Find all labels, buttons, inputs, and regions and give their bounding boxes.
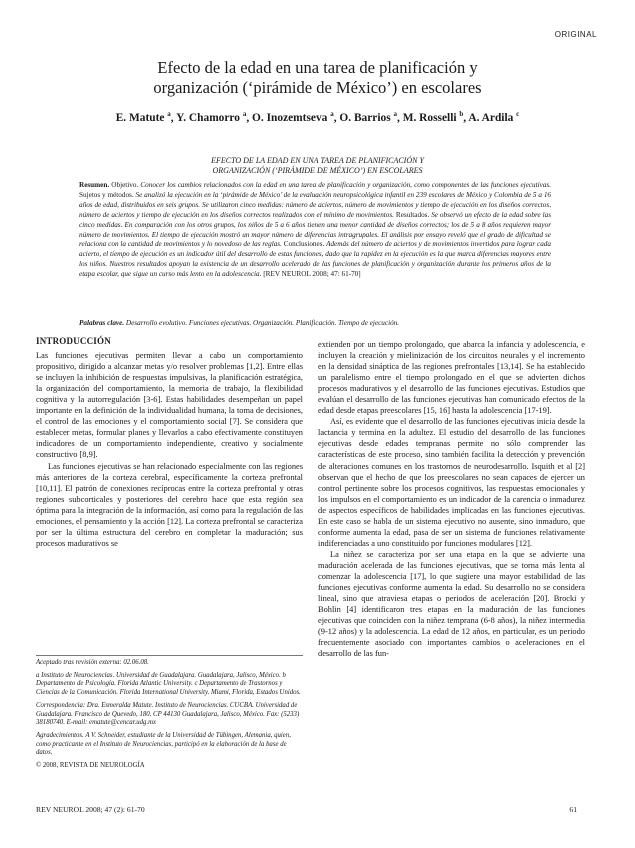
section-tag: ORIGINAL [554,30,597,39]
abstract-label: Resumen. [79,181,110,189]
footnotes [36,659,303,775]
footnote-divider [36,655,303,656]
acknowledgements: Agradecimientos. A V. Schneider, estudiante de la Universidad de Tübingen, Alemania, quien, como practicante en el Instituto de Neurociencias, participó en la elaboración de la base de datos. [36,731,291,757]
author: O. Barrios $^a$, [339,110,403,124]
author: O. Inozemtseva $^a$, [252,110,340,124]
author: M. Rosselli $^b$, [402,110,469,124]
paragraph: extienden por un tiempo prolongado, que abarca la infancia y adolescencia, e incluyen la creación y mielinización de los circuitos neurales y el incremento en la densidad sináptica de las regiones prefrontales [13,14]. Se ha establecido un paralelismo entre el tiempo prolongado en el que se advierten dichos procesos madurativos y el desarrollo de las funciones ejecutivas. Estudios que evalúan el desarrollo de las funciones ejecutivas han comunicado efectos de la edad desde etapas preescolares [15, 16] hasta la adolescencia [17-19]. [318,340,585,416]
correspondence: Correspondencia: Dra. Esmeralda Matute. Instituto de Neurociencias. CUCBA. Universidad de Guadalajara. Francisco de Quevedo, 180. CP 44130 Guadalajara, Jalisco, México. Fax: (5233) 38180740. E-mail: ematute@cencar.udg.mx [36,701,300,727]
section-heading: INTRODUCCIÓN [36,336,111,346]
journal-footer: REV NEUROL 2008; 47 (2): 61-70 [36,805,145,814]
author: A. Ardila $^c$ [468,110,520,124]
accepted-note: Aceptado tras revisión externa: 02.06.08. [36,659,149,666]
paragraph: Las funciones ejecutivas permiten llevar a cabo un comportamiento propositivo, dirigido a alcanzar metas y/o resolver problemas [1,2]. Entre ellas se incluyen la inhibición de respuestas impulsivas, la planificación estratégica, la organización del comportamiento, la memoria de trabajo, la flexibilidad cognitiva y la autorregulación [3-6]. Estas habilidades desempeñan un papel importante en la definición de la individualidad humana, la toma de decisiones, el control de las emociones y el comportamiento social [7]. Se considera que establecer metas, formular planes y llevarlos a cabo efectivamente constituyen indicadores de un comportamiento independiente, creativo y socialmente constructivo [8,9]. [36,351,303,460]
paragraph: Las funciones ejecutivas se han relacionado especialmente con las regiones más anteriores de la corteza cerebral, específicamente la corteza prefrontal [10,11]. El patrón de conexiones recíprocas entre la corteza prefrontal y otras regiones subcorticales y posteriores del cerebro hace que esta región sea óptima para la integración de la información, así como para la regulación de las emociones, el pensamiento y la acción [12]. La corteza prefrontal se caracteriza por ser la última estructura del cerebro en completar la maduración; sus procesos madurativos se [36,461,303,548]
paragraph: La niñez se caracteriza por ser una etapa en la que se advierte una maduración acelerada de las funciones ejecutivas, que se torna más lenta al comenzar la adolescencia [17], lo que sugiere una mayor estabilidad de las funciones ejecutivas conforme aumenta la edad. Su desarrollo no se considera lineal, sino que atraviesa etapas o periodos de aceleración [20]. Brocki y Bohlin [4] identificaron tres etapas en la maduración de las funciones ejecutivas que coinciden con la niñez temprana (6-8 años), la niñez intermedia (9-12 años) y la adolescencia. La edad de 12 años, en particular, es un periodo frecuentemente asociado con importantes cambios o aceleraciones en el desarrollo de las fun- [318,549,585,659]
title-line-1: Efecto de la edad en una tarea de planificación y [157,58,478,77]
keywords: Palabras clave. Desarrollo evolutivo. Funciones ejecutivas. Organización. Planificación. Tiempo de ejecución. [79,319,400,327]
paragraph: Así, es evidente que el desarrollo de las funciones ejecutivas inicia desde la lactancia y termina en la adultez. El estudio del desarrollo de las funciones ejecutivas desde edades tempranas permite no sólo comprender las características de este proceso, sino también facilita la detección y prevención de alteraciones comunes en los trastornos de neurodesarrollo. Isquith et al [2] observan que el hecho de que los preescolares no sean capaces de ejercer un control pertinente sobre los procesos cognitivos, las respuestas emocionales y los impulsos en el comportamiento es un indicador de la carencia o inmadurez de aspectos específicos de habilidades implicadas en las funciones ejecutivas. En este caso se habla de un sistema ejecutivo no ausente, sino inmaduro, que conforme aumenta la edad, pasa de ser un sistema de funciones relativamente indiferenciadas a uno constituido por funciones modulares [12]. [318,417,585,548]
author: E. Matute $^a$, [115,110,177,124]
copyright: © 2008, REVISTA DE NEUROLOGÍA [36,762,145,770]
abstract: Resumen. Objetivo. Conocer los cambios relacionados con la edad en una tarea de planificación y organización, como componentes de las funciones ejecutivas. Sujetos y métodos. Se analizó la ejecución en la ‘pirámide de México’ de la evaluación neuropsicológica infantil en 239 escolares de México y Colombia de 5 a 16 años de edad, distribuidos en seis grupos. Se utilizaron cinco medidas: número de aciertos, número de movimientos y tiempo de ejecución en los diseños correctos, número de aciertos y tiempo de ejecución en los diseños correctos realizados con el mínimo de movimientos. Resultados. Se observó un efecto de la edad sobre las cinco medidas. En comparación con los otros grupos, los niños de 5 a 6 años tienen una menor cantidad de diseños correctos; los de 5 a 8 años requieren mayor número de movimientos. El tiempo de ejecución mostró un mayor número de diferencias intragrupales. El análisis por ensayo reveló que el grado de dificultad se relaciona con la cantidad de movimientos y lo novedoso de las reglas. Conclusiones. Además del número de aciertos y de movimientos invertidos para lograr cada acierto, el tiempo de ejecución es un indicador útil del desarrollo de estas funciones, dado que la rapidez en la ejecución es la que marca diferencias mayores entre los niños. Nuestros resultados apoyan la existencia de un desarrollo acelerado de las funciones de planificación y organización durante los primeros años de la etapa escolar, que sigue un curso más lento en la adolescencia. [REV NEUROL 2008; 47: 61-70] [79,181,552,279]
affiliations: a Instituto de Neurociencias. Universidad de Guadalajara. Guadalajara, Jalisco, México. b Departamento de Psicología. Florida Atlantic University. c Departamento de Trastornos y Ciencias de la Comunicación. Florida International University. Miami, Florida, Estados Unidos. [36,671,301,697]
author: Y. Chamorro $^a$, [176,110,253,124]
article-title [40,58,595,98]
column-left [36,336,303,549]
page-number: 61 [569,805,577,814]
abstract-title: EFECTO DE LA EDAD EN UNA TAREA DE PLANIFICACIÓN Y ORGANIZACIÓN (‘PIRÁMIDE DE MÉXICO’) EN ESCOLARES [211,156,424,175]
abstract-citation: [REV NEUROL 2008; 47: 61-70] [263,270,361,279]
column-right [318,339,585,659]
title-line-2: organización (‘pirámide de México’) en escolares [153,78,482,97]
author-list [40,110,595,124]
